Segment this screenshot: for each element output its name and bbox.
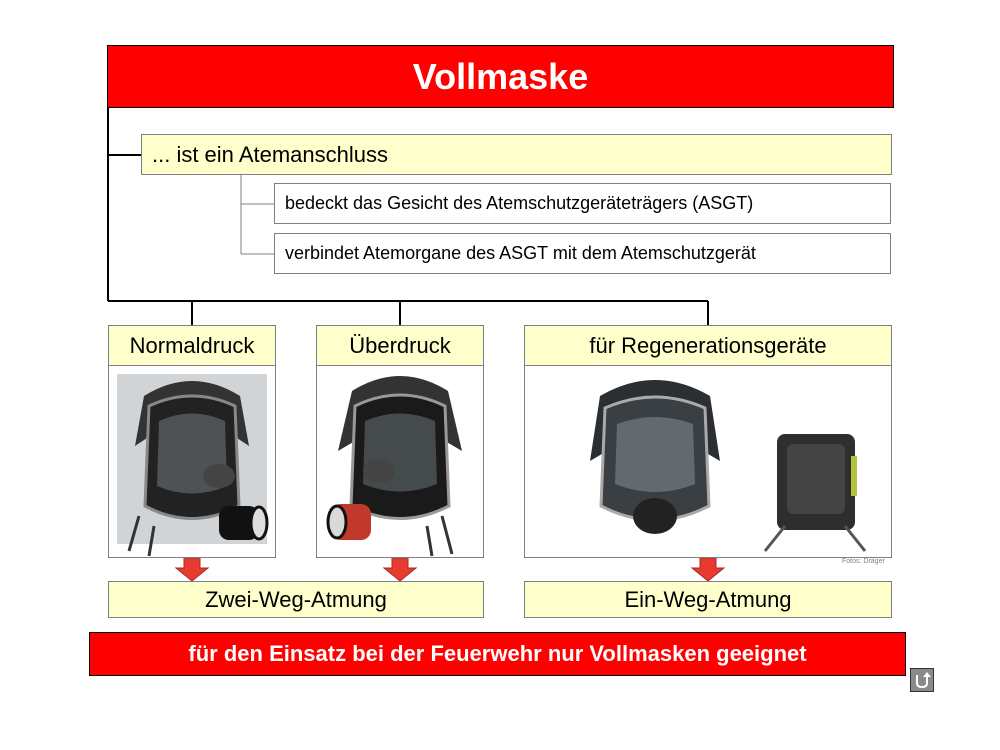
detail-face-cover: bedeckt das Gesicht des Atemschutzgeräteträgers (ASGT): [274, 183, 891, 224]
photo-credit: Fotos: Dräger: [842, 558, 885, 565]
footer-banner: für den Einsatz bei der Feuerwehr nur Vollmasken geeignet: [89, 632, 906, 676]
mask-image-regeneration: [524, 365, 892, 558]
arrow-down-icon: [172, 558, 212, 582]
full-mask-icon: [525, 366, 891, 557]
page-title: Vollmaske: [107, 45, 894, 108]
definition-box: ... ist ein Atemanschluss: [141, 134, 892, 175]
full-mask-icon: [317, 366, 483, 557]
arrow-down-icon: [380, 558, 420, 582]
mask-image-ueberdruck: [316, 365, 484, 558]
full-mask-icon: [109, 366, 275, 557]
return-arrow-icon: [911, 669, 933, 691]
arrow-down-icon: [688, 558, 728, 582]
mask-image-normaldruck: [108, 365, 276, 558]
result-ein-weg: Ein-Weg-Atmung: [524, 581, 892, 618]
category-ueberdruck: Überdruck: [316, 325, 484, 366]
category-normaldruck: Normaldruck: [108, 325, 276, 366]
detail-connects-organs: verbindet Atemorgane des ASGT mit dem Atemschutzgerät: [274, 233, 891, 274]
category-regeneration: für Regenerationsgeräte: [524, 325, 892, 366]
return-button[interactable]: [910, 668, 934, 692]
result-zwei-weg: Zwei-Weg-Atmung: [108, 581, 484, 618]
